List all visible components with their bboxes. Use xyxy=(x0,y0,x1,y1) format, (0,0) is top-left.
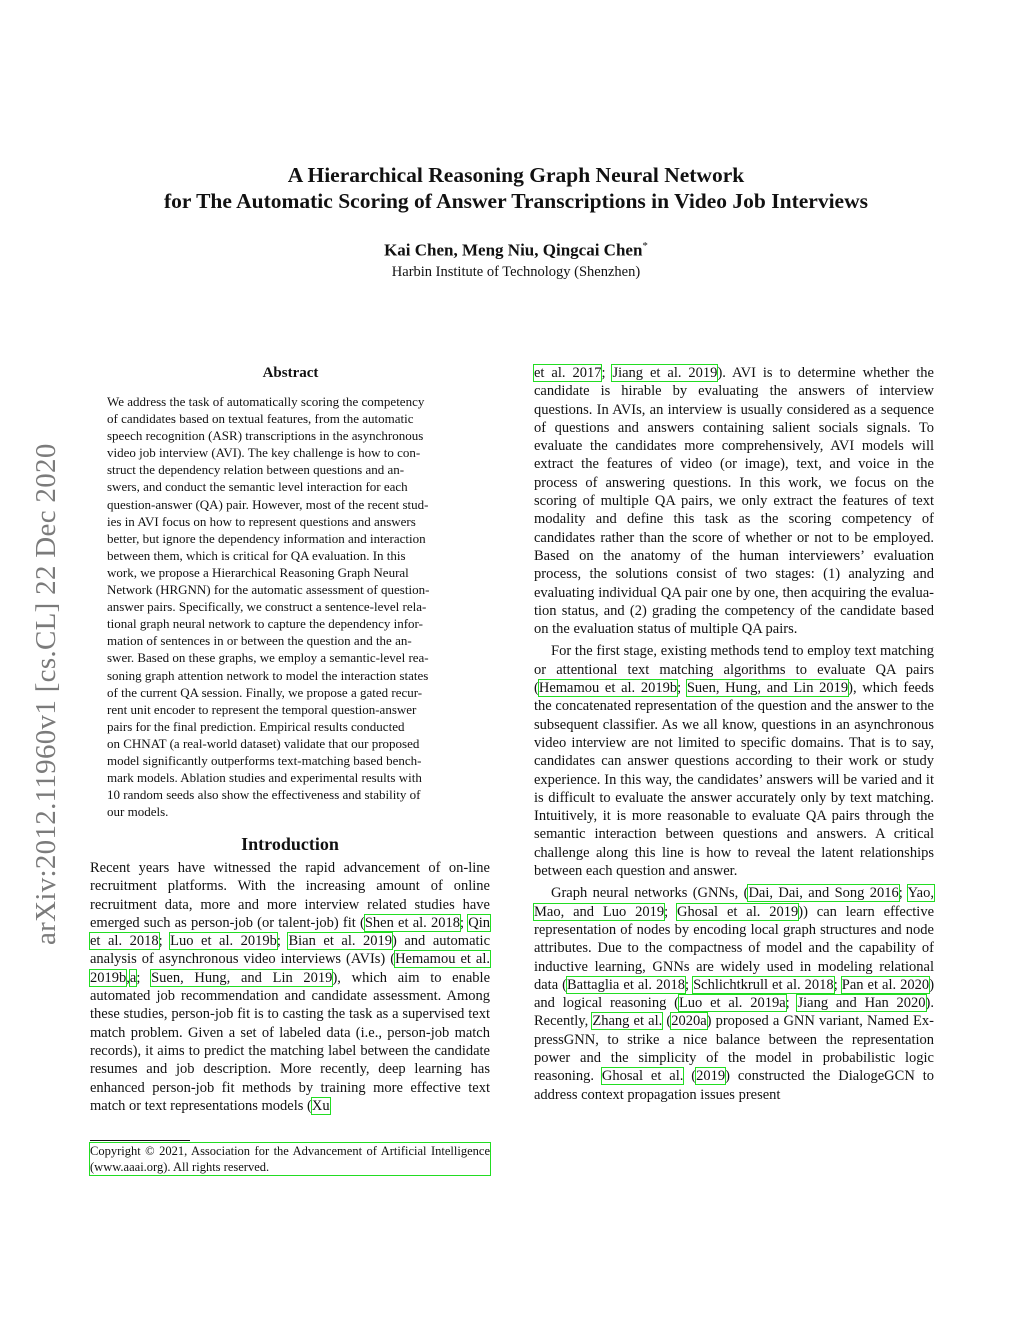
abstract-line: struct the dependency relation between questions and an- xyxy=(107,462,405,478)
body-text-run: ; xyxy=(601,365,613,381)
abstract-line: rent unit encoder to represent the temporal question-answer xyxy=(107,701,417,717)
citation-link[interactable]: Hemamou et al. 2019b xyxy=(90,951,490,986)
body-text-run: ; xyxy=(685,976,694,993)
body-text-run: ; xyxy=(898,885,908,902)
author-list xyxy=(0,236,1024,261)
body-text-run: Recent years have witnessed the rapid advancement of on-line recruitment platforms. With the increasing amount of online recruitment data, more and more interview related studies have emerged such as person-job (or talent-job) fit ( xyxy=(90,860,490,931)
body-text-run: ; xyxy=(833,976,842,993)
citation-link[interactable]: Shen et al. 2018 xyxy=(364,914,460,931)
body-text-run: ; xyxy=(677,680,687,697)
abstract-line: question-answer (QA) pair. However, most of the recent stud- xyxy=(107,496,429,512)
citation-link[interactable]: Ghosal et al. 2019 xyxy=(677,903,799,920)
citation-link[interactable]: Xu xyxy=(311,1097,330,1114)
citation-link[interactable]: Ghosal et al. xyxy=(601,1068,684,1085)
corresponding-author-mark: * xyxy=(642,240,648,252)
citation-link[interactable]: Battaglia et al. 2018 xyxy=(567,976,686,993)
body-text-run: , xyxy=(126,969,130,986)
body-text-run: ; xyxy=(664,903,677,920)
paper-title-line-1: A Hierarchical Reasoning Graph Neural Network xyxy=(287,163,745,187)
abstract-line: on CHNAT (a real-world dataset) validate that our proposed xyxy=(107,735,420,751)
abstract-line: work, we propose a Hierarchical Reasoning Graph Neural xyxy=(107,564,409,580)
citation-link[interactable]: Schlichtkrull et al. 2018 xyxy=(693,976,834,993)
citation-link[interactable]: et al. 2017 xyxy=(534,365,602,381)
right-paragraph-1 xyxy=(534,364,934,638)
abstract-line: pairs for the final prediction. Empirical results conducted xyxy=(107,718,405,734)
copyright-notice[interactable]: Copyright © 2021, Association for the Advancement of Artificial Intelligence (www.aaai.org). All rights reserved. xyxy=(90,1144,490,1174)
citation-link[interactable]: Luo et al. 2019b xyxy=(170,933,277,950)
body-text-run: ; xyxy=(785,995,798,1012)
body-text-run: ) proposed a GNN variant, Named ExpressGNN, to strike a nice balance between the representation power and the simplicity of the model in probabilistic logic reasoning. xyxy=(534,1013,934,1085)
body-text-run: Graph neural networks (GNNs, ( xyxy=(551,885,749,902)
abstract-line: of the current QA session. Finally, we propose a gated recur- xyxy=(107,684,423,700)
abstract-line: We address the task of automatically scoring the competency xyxy=(107,394,425,409)
abstract-line: swer. Based on these graphs, we employ a semantic-level rea- xyxy=(107,650,429,666)
footnote-rule xyxy=(90,1140,190,1141)
citation-link[interactable]: Qin et al. 2018 xyxy=(90,914,490,950)
abstract-line: video job interview (AVI). The key challenge is how to con- xyxy=(107,445,421,461)
citation-link[interactable]: Jiang and Han 2020 xyxy=(797,995,926,1012)
affiliation: Harbin Institute of Technology (Shenzhen) xyxy=(391,264,641,280)
abstract-line: of candidates based on textual features, from the automatic xyxy=(107,411,414,427)
introduction-body xyxy=(90,859,490,1115)
body-text-run: )) can learn effective representation of nodes by encoding local graph structures and node attributes. Due to the compactness of model and the capability of inductive learning, GNNs are widely used in modeling relational data ( xyxy=(534,903,935,993)
abstract-line: ies in AVI focus on how to represent questions and answers xyxy=(107,513,416,529)
body-text-run: ( xyxy=(683,1068,697,1085)
abstract-line: soning graph attention network to model the interaction states xyxy=(107,667,429,683)
abstract-line: tional graph neural network to capture the dependency infor- xyxy=(107,616,423,632)
abstract-line: our models. xyxy=(107,804,169,820)
citation-link[interactable]: Zhang et al. xyxy=(592,1013,663,1030)
abstract-line: better, but ignore the dependency information and interaction xyxy=(107,530,426,546)
introduction-heading: Introduction xyxy=(241,834,339,854)
citation-link[interactable]: a xyxy=(129,969,137,986)
arxiv-identifier-stamp: arXiv:2012.11960v1 [cs.CL] 22 Dec 2020 xyxy=(30,443,62,945)
right-paragraph-2 xyxy=(534,642,934,880)
body-text-run: ) constructed the DialogeGCN to address context propagation issues present xyxy=(534,1068,934,1103)
abstract-line: Network (HRGNN) for the automatic assessment of question- xyxy=(107,582,430,598)
author-names: Kai Chen, Meng Niu, Qingcai Chen xyxy=(384,240,643,260)
abstract-line: speech recognition (ASR) transcriptions in the asynchronous xyxy=(107,428,424,444)
abstract-line: 10 random seeds also show the effectiveness and stability of xyxy=(107,787,421,803)
body-text-run: ; xyxy=(158,933,171,950)
abstract-line: between them, which is critical for QA evaluation. In this xyxy=(107,547,406,563)
body-text-run: ). AVI is to determine whether the candidate is hirable by evaluating the answers of interview questions. In AVIs, an interview is usually considered as a sequence of questions and answers containing salient socials signals. To evaluate the candidates more comprehensively, AVI models will extract the features of video (or image), text, and voice in the process of answering questions. In this work, we focus on the scoring of multiple QA pairs, we only extract the features of text modality and define this task as the scoring competency of candidates rather than the score of whether or not to be employed. Based on the anatomy of the human interviewers’ evaluation process, the solutions consist of two stages: (1) analyzing and evaluating individual QA pair one by one, then acquiring the evaluation status, and (2) grading the competency of the candidate based on the evaluation status of multiple QA pairs. xyxy=(534,365,934,638)
body-text-run: ; xyxy=(136,969,152,986)
right-column-body xyxy=(534,364,934,1104)
body-text-run: ) and logical reasoning ( xyxy=(534,976,935,1012)
body-text-run: ), which feeds the concatenated representation of the question and the answer to the subsequent classifier. As we all know, questions in an asynchronous video interview are not limited to specific domains. That is to say, candidates can answer questions according to their work or study experience. In this way, the candidates’ answers will be varied and it is difficult to evaluate the answer accurately only by text matching. Intuitively, it is more reasonable to evaluate QA pairs through the semantic interaction between questions and answers. A critical challenge along this line is how to reveal the latent relationships between each question and answer. xyxy=(534,680,934,880)
citation-link[interactable]: Suen, Hung, and Lin 2019 xyxy=(151,969,333,986)
citation-link[interactable]: 2019 xyxy=(696,1068,726,1085)
abstract-line: mation of sentences in or between the question and the an- xyxy=(107,633,412,649)
abstract-line: answer pairs. Specifically, we construct a sentence-level rela- xyxy=(107,599,427,615)
citation-link[interactable]: Bian et al. 2019 xyxy=(288,933,393,950)
body-text-run: ; xyxy=(276,933,289,950)
citation-link[interactable]: Jiang et al. 2019 xyxy=(612,365,718,381)
citation-link[interactable]: Luo et al. 2019a xyxy=(678,995,786,1012)
citation-link[interactable]: Suen, Hung, and Lin 2019 xyxy=(686,680,849,697)
paper-title-line-2: for The Automatic Scoring of Answer Transcriptions in Video Job Interviews xyxy=(164,189,868,213)
citation-link[interactable]: Yao, Mao, and Luo 2019 xyxy=(534,885,934,920)
abstract-heading: Abstract xyxy=(262,365,319,381)
citation-link[interactable]: Dai, Dai, and Song 2016 xyxy=(748,885,899,902)
citation-link[interactable]: Hemamou et al. 2019b xyxy=(538,680,678,697)
intro-paragraph-1 xyxy=(90,859,490,1115)
citation-link[interactable]: 2020a xyxy=(671,1013,707,1030)
abstract-line: mark models. Ablation studies and experimental results with xyxy=(107,770,422,786)
body-text-run: ). Recently, xyxy=(534,995,935,1030)
body-text-run: ) and automatic analysis of asynchronous video interviews (AVIs) ( xyxy=(90,933,491,968)
body-text-run: ), which aim to enable automated job recommendation and candidate assessment. Among these studies, person-job fit is to casting the task as a supervised text match problem. Given a set of labeled data (i.e., person-job match records), it aims to predict the matching label between the candidate resumes and job description. More recently, deep learning has enhanced person-job fit methods by training more effective text match or text representations models ( xyxy=(90,969,491,1114)
abstract-line: model significantly outperforms text-matching based bench- xyxy=(107,752,422,768)
abstract-line: swers, and conduct the semantic level interaction for each xyxy=(107,479,408,495)
right-paragraph-3 xyxy=(534,884,934,1104)
body-text-run: ( xyxy=(662,1013,672,1030)
abstract-text xyxy=(107,393,474,820)
body-text-run: ; xyxy=(460,914,469,931)
citation-link[interactable]: Pan et al. 2020 xyxy=(841,976,930,993)
body-text-run: For the first stage, existing methods tend to employ text matching or attentional text matching algorithms to evaluate QA pairs ( xyxy=(534,643,934,697)
